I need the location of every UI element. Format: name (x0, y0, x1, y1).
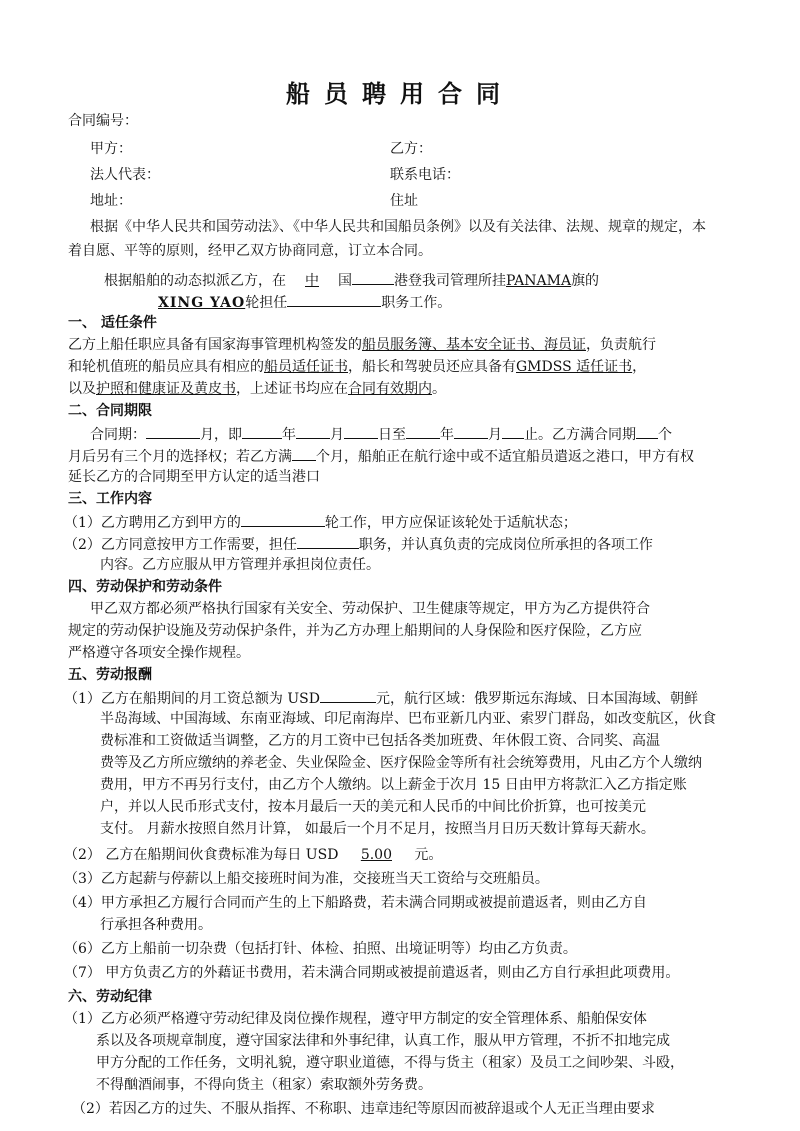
legal-rep-label: 法人代表： (90, 167, 160, 183)
sec1-line-2: 和轮机值班的船员应具有相应的船员适任证书，船长和驾驶员还应具备有GMDSS 适任证书， (68, 359, 647, 375)
residence-label: 住址 (390, 193, 418, 209)
page-title: 船员聘用合同 (286, 80, 514, 108)
phone-label: 联系电话： (390, 167, 460, 183)
party-b-label: 乙方： (390, 141, 432, 157)
sec5-item-3: （3）乙方起薪与停薪以上船交接班时间为准，交接班当天工资给与交班船员。 (64, 871, 549, 887)
sec5-item-1-line-7: 支付。 月薪水按照自然月计算， 如最后一个月不足月，按照当月日历天数计算每天薪水。 (100, 821, 655, 837)
sec3-item-1: （1）乙方聘用乙方到甲方的 轮工作，甲方应保证该轮处于适航状态； (64, 512, 577, 532)
contract-number-label: 合同编号： (68, 113, 138, 129)
section-6-heading: 六、劳动纪律 (68, 989, 152, 1005)
sec4-line-1: 甲乙双方都必须严格执行国家有关安全、劳动保护、卫生健康等规定，甲方为乙方提供符合 (90, 601, 650, 617)
section-5-heading: 五、劳动报酬 (68, 667, 152, 683)
sec5-item-1: （1）乙方在船期间的月工资总额为 USD 元，航行区域：俄罗斯远东海域、日本国海域、朝鲜 (64, 688, 698, 708)
sec4-line-3: 严格遵守各项安全操作规程。 (68, 645, 250, 661)
sec6-item-1-line-1: （1）乙方必须严格遵守劳动纪律及岗位操作规程，遵守甲方制定的安全管理体系、船舶保安体 (64, 1011, 647, 1027)
section-3-heading: 三、工作内容 (68, 491, 152, 507)
sec5-item-1-line-5: 费用，甲方不再另行支付，由乙方个人缴纳。以上薪金于次月 15 日由甲方将款汇入乙方指定账 (100, 777, 687, 793)
sec3-item-2-cont: 内容。乙方应服从甲方管理并承担岗位责任。 (100, 557, 380, 573)
section-4-heading: 四、劳动保护和劳动条件 (68, 579, 222, 595)
sec6-item-1-line-2: 系以及各项规章制度，遵守国家法律和外事纪律，认真工作，服从甲方管理，不折不扣地完成 (96, 1033, 670, 1049)
sec5-item-4: （4）甲方承担乙方履行合同而产生的上下船路费，若未满合同期或被提前遣返者，则由乙方自 (64, 895, 647, 911)
dispatch-line-2: XING YAO轮担任 职务工作。 (158, 292, 451, 312)
intro-line-1: 根据《中华人民共和国劳动法》、《中华人民共和国船员条例》以及有关法律、法规、规章的规定，本 (90, 219, 706, 235)
sec6-item-1-line-3: 甲方分配的工作任务，文明礼貌，遵守职业道德，不得与货主（租家）及员工之间吵架、斗殴， (96, 1055, 684, 1071)
intro-line-2: 着自愿、平等的原则，经甲乙双方协商同意，订立本合同。 (68, 243, 432, 259)
sec5-item-7: （7） 甲方负责乙方的外藉证书费用，若未满合同期或被提前遣返者，则由乙方自行承担此项费用。 (64, 965, 680, 981)
section-2-heading: 二、合同期限 (68, 403, 152, 419)
sec1-line-3: 以及护照和健康证及黄皮书，上述证书均应在合同有效期内。 (68, 381, 446, 397)
sec5-item-6: （6）乙方上船前一切杂费（包括打针、体检、拍照、出境证明等）均由乙方负责。 (64, 941, 577, 957)
sec5-item-2: （2） 乙方在船期间伙食费标准为每日 USD 5.00 元。 (64, 847, 443, 863)
sec4-line-2: 规定的劳动保护设施及劳动保护条件，并为乙方办理上船期间的人身保险和医疗保险，乙方应 (68, 623, 642, 639)
dispatch-line-1: 根据船舶的动态拟派乙方，在 中 国 港登我司管理所挂PANAMA旗的 (104, 270, 599, 290)
sec2-line-3: 延长乙方的合同期至甲方认定的适当港口 (68, 469, 320, 485)
sec6-item-2-line-1: （2）若因乙方的过失、不服从指挥、不称职、违章违纪等原因而被辞退或个人无正当理由要求 (72, 1101, 655, 1117)
sec5-item-1-line-6: 户，并以人民币形式支付，按本月最后一天的美元和人民币的中间比价折算，也可按美元 (100, 799, 646, 815)
sec5-item-1-line-3: 费标准和工资做适当调整，乙方的月工资中已包括各类加班费、年休假工资、合同奖、高温 (100, 733, 660, 749)
sec2-line-1: 合同期： 月，即 年 月 日至 年 月 止。乙方满合同期 个 (90, 424, 672, 444)
sec5-item-1-line-2: 半岛海域、中国海域、东南亚海域、印尼南海岸、巴布亚新几内亚、索罗门群岛，如改变航区，伙食 (100, 711, 716, 727)
address-label: 地址： (90, 193, 132, 209)
sec5-item-1-line-4: 费等及乙方所应缴纳的养老金、失业保险金、医疗保险金等所有社会统筹费用，凡由乙方个人缴纳 (100, 755, 702, 771)
party-a-label: 甲方： (90, 141, 132, 157)
sec6-item-1-line-4: 不得酗酒闹事，不得向货主（租家）索取额外劳务费。 (96, 1077, 432, 1093)
sec1-line-1: 乙方上船任职应具备有国家海事管理机构签发的船员服务簿、基本安全证书、海员证，负责航行 (68, 337, 656, 353)
sec3-item-2: （2）乙方同意按甲方工作需要，担任 职务，并认真负责的完成岗位所承担的各项工作 (64, 534, 653, 554)
sec5-item-4-cont: 行承担各种费用。 (100, 917, 212, 933)
sec2-line-2: 月后另有三个月的选择权；若乙方满 个月，船舶正在航行途中或不适宜船员遣返之港口，甲方有权 (68, 446, 694, 466)
section-1-heading: 一、 适任条件 (68, 315, 157, 331)
